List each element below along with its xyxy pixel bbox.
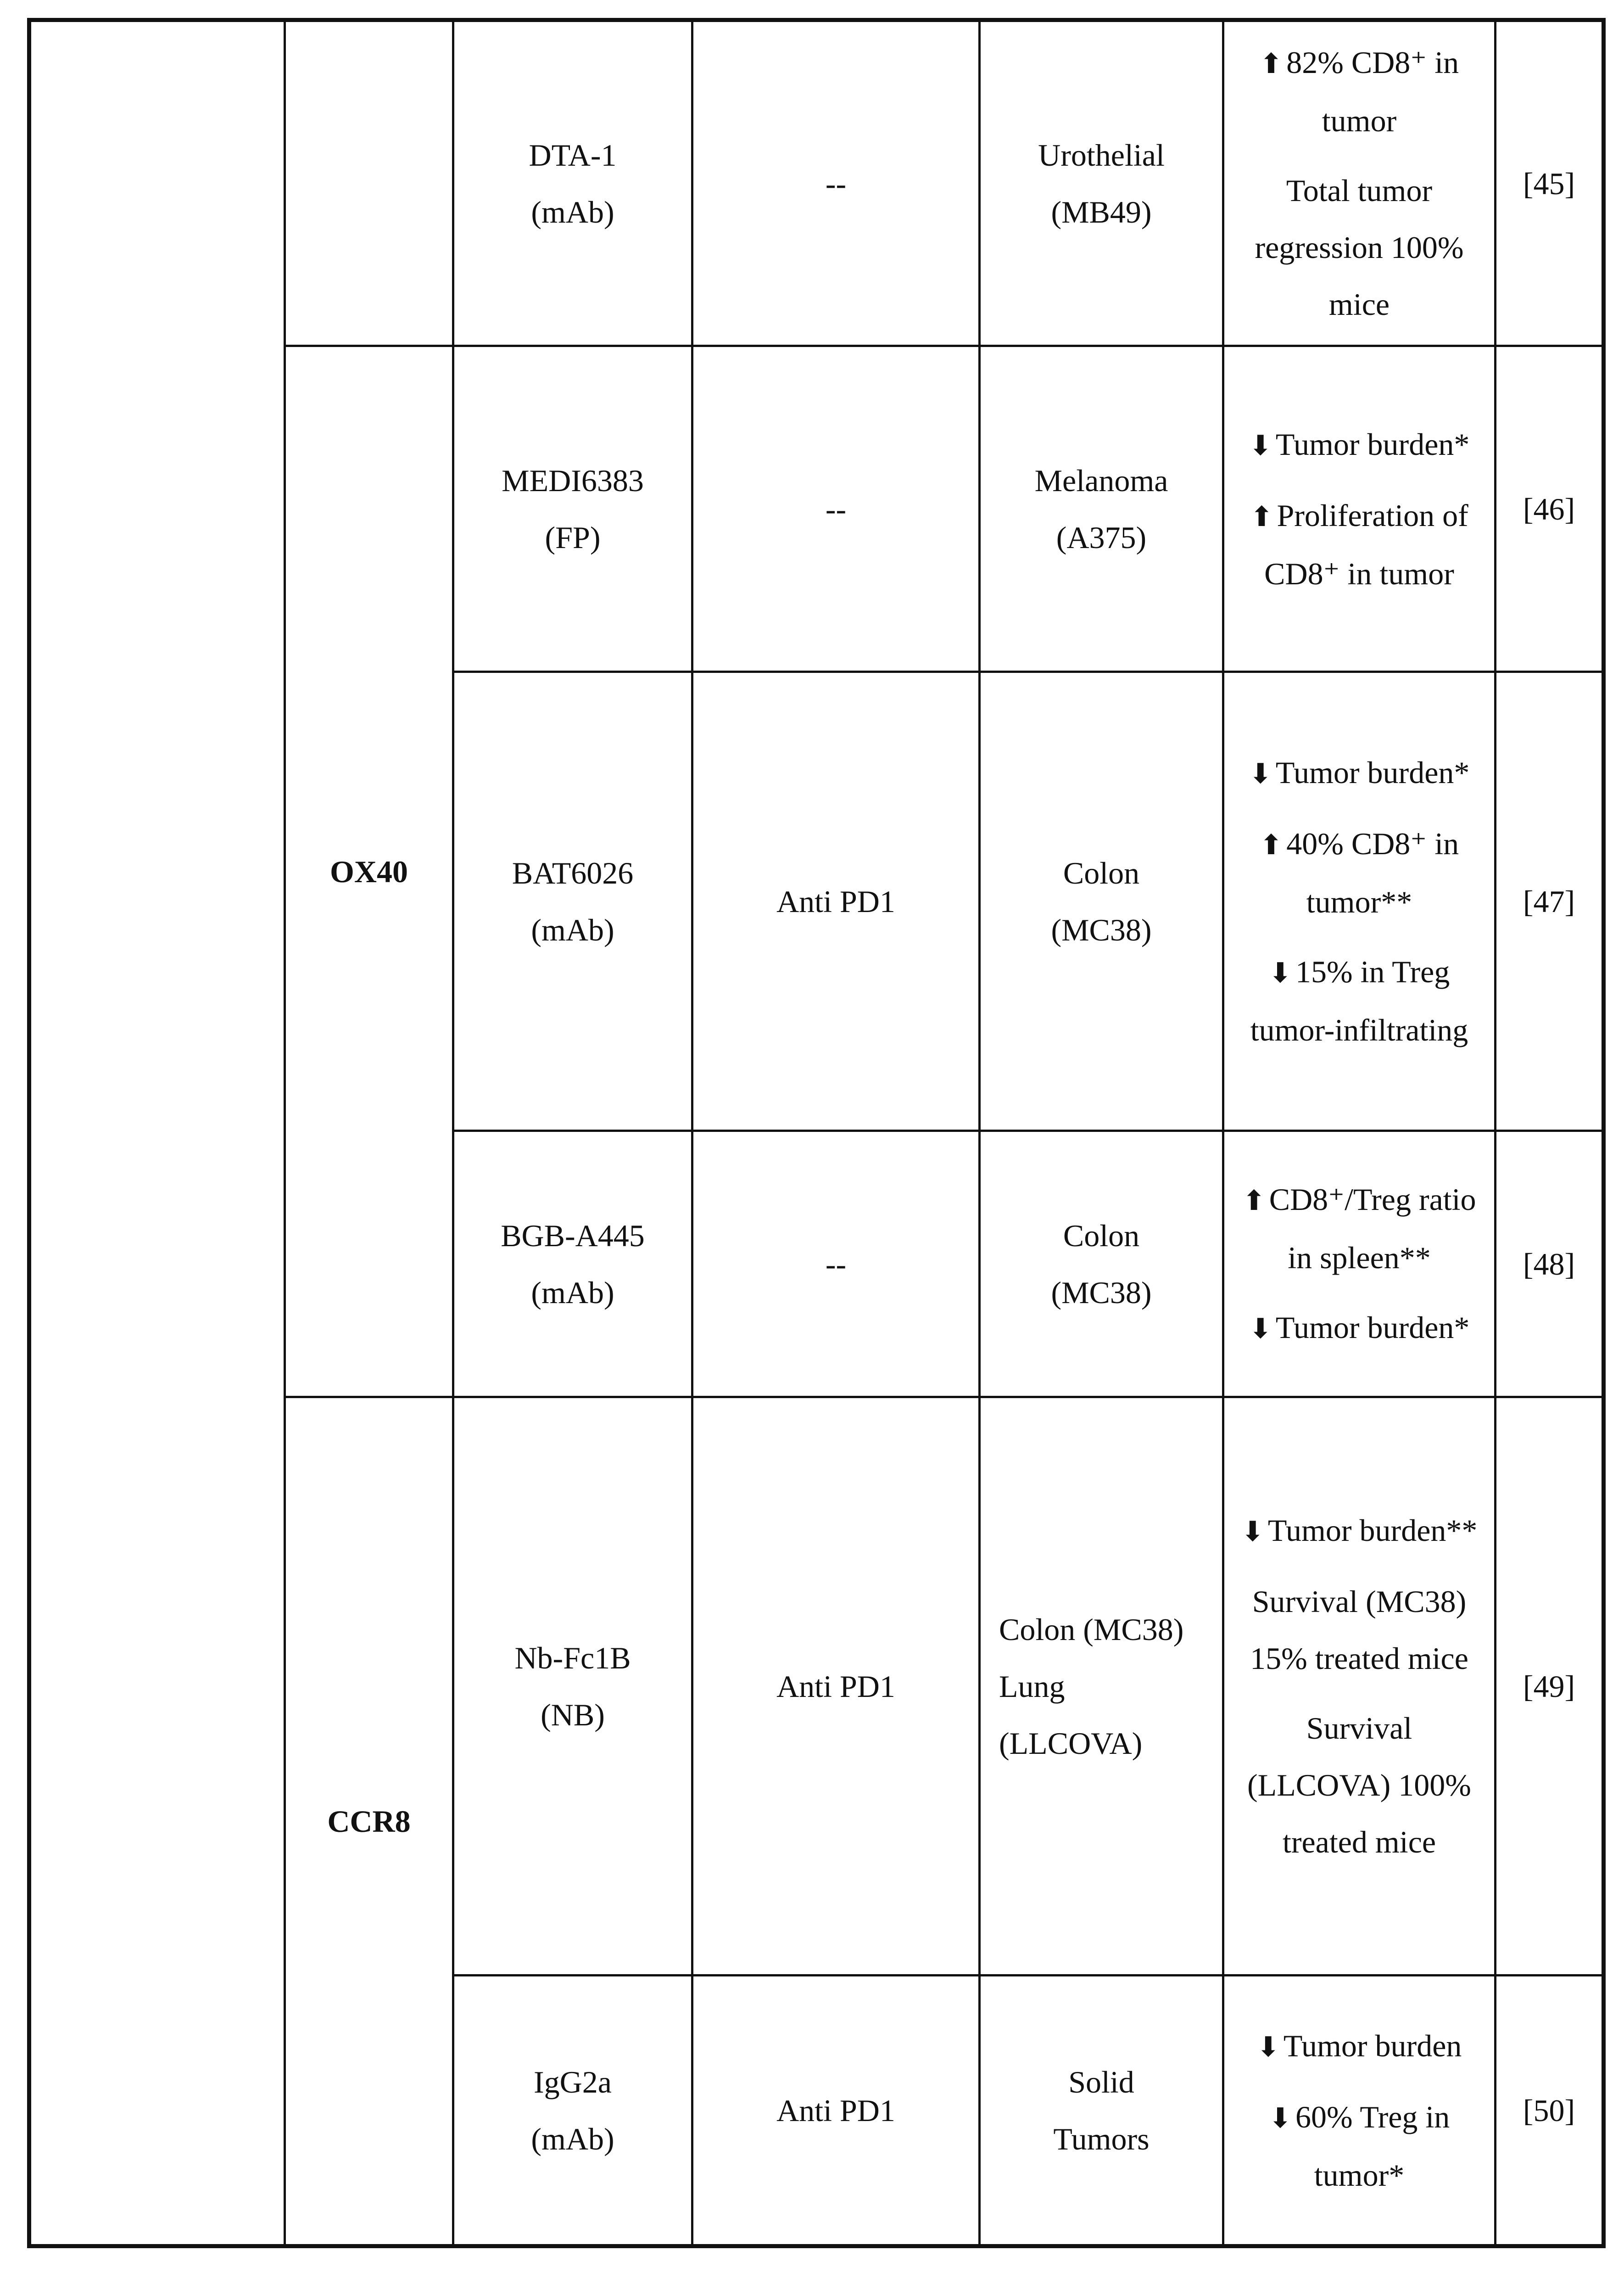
agent-line: (mAb) bbox=[531, 194, 614, 230]
model-line: (A375) bbox=[1056, 520, 1147, 555]
table-body bbox=[29, 20, 1604, 2246]
arrow-up-icon: ⬆ bbox=[1259, 829, 1283, 861]
agent-line: (NB) bbox=[541, 1697, 605, 1732]
agent-cell bbox=[453, 1131, 692, 1397]
effects-cell bbox=[1223, 346, 1496, 672]
model-line: (MB49) bbox=[1051, 194, 1152, 230]
category-cell bbox=[29, 20, 285, 2246]
effect-item bbox=[1233, 34, 1486, 149]
model-line: Lung bbox=[999, 1668, 1065, 1704]
effect-item bbox=[1233, 744, 1486, 802]
agent-line: Nb-Fc1B bbox=[514, 1640, 631, 1675]
effect-item bbox=[1233, 1502, 1486, 1560]
arrow-down-icon: ⬇ bbox=[1249, 1312, 1272, 1345]
effect-text: Tumor burden bbox=[1283, 2028, 1462, 2063]
effect-text: Tumor burden* bbox=[1275, 755, 1470, 790]
model-line: (LLCOVA) bbox=[999, 1725, 1143, 1761]
effect-item bbox=[1233, 1573, 1486, 1687]
effect-text: Survival (LLCOVA) 100% treated mice bbox=[1247, 1711, 1471, 1859]
arrow-down-icon: ⬇ bbox=[1241, 1516, 1264, 1548]
reference-cell: [47] bbox=[1496, 672, 1604, 1131]
effects-cell bbox=[1223, 1397, 1496, 1976]
model-line: Colon (MC38) bbox=[999, 1612, 1184, 1647]
effect-item bbox=[1233, 1299, 1486, 1357]
effects-cell bbox=[1223, 672, 1496, 1131]
effects-cell bbox=[1223, 1131, 1496, 1397]
agent-line: MEDI6383 bbox=[502, 463, 644, 498]
combination-cell: Anti PD1 bbox=[692, 672, 980, 1131]
model-cell bbox=[980, 1131, 1223, 1397]
data-table bbox=[27, 18, 1606, 2248]
model-cell bbox=[980, 1976, 1223, 2246]
target-cell bbox=[285, 20, 453, 346]
agent-line: DTA-1 bbox=[529, 137, 617, 173]
effect-text: Total tumor regression 100% mice bbox=[1255, 173, 1464, 322]
arrow-down-icon: ⬇ bbox=[1268, 2102, 1292, 2134]
arrow-down-icon: ⬇ bbox=[1268, 957, 1292, 989]
arrow-up-icon: ⬆ bbox=[1259, 48, 1283, 80]
model-cell bbox=[980, 672, 1223, 1131]
effects-cell bbox=[1223, 20, 1496, 346]
model-line: Colon bbox=[1063, 1218, 1140, 1253]
effect-text: Tumor burden* bbox=[1275, 1310, 1470, 1345]
effect-item bbox=[1233, 1171, 1486, 1286]
agent-cell bbox=[453, 672, 692, 1131]
effect-text: Survival (MC38) 15% treated mice bbox=[1250, 1584, 1468, 1676]
agent-cell bbox=[453, 346, 692, 672]
reference-cell: [49] bbox=[1496, 1397, 1604, 1976]
model-cell bbox=[980, 346, 1223, 672]
reference-cell: [46] bbox=[1496, 346, 1604, 672]
effect-item bbox=[1233, 943, 1486, 1058]
model-line: Tumors bbox=[1053, 2121, 1150, 2156]
effect-text: Proliferation of CD8⁺ in tumor bbox=[1264, 498, 1468, 591]
agent-line: (mAb) bbox=[531, 1275, 614, 1310]
agent-cell bbox=[453, 1976, 692, 2246]
effect-text: CD8⁺/Treg ratio in spleen** bbox=[1269, 1181, 1476, 1275]
agent-line: (mAb) bbox=[531, 912, 614, 947]
target-cell: CCR8 bbox=[285, 1397, 453, 2246]
effect-item bbox=[1233, 162, 1486, 333]
agent-line: (FP) bbox=[545, 520, 601, 555]
effect-item bbox=[1233, 815, 1486, 930]
arrow-up-icon: ⬆ bbox=[1242, 1184, 1266, 1217]
effects-cell bbox=[1223, 1976, 1496, 2246]
combination-cell: -- bbox=[692, 346, 980, 672]
reference-cell: [50] bbox=[1496, 1976, 1604, 2246]
combination-cell: Anti PD1 bbox=[692, 1976, 980, 2246]
combination-cell: -- bbox=[692, 20, 980, 346]
effect-text: 15% in Treg tumor-infiltrating bbox=[1250, 954, 1468, 1047]
model-line: Solid bbox=[1068, 2064, 1134, 2099]
effect-item bbox=[1233, 416, 1486, 474]
combination-cell: -- bbox=[692, 1131, 980, 1397]
combination-cell: Anti PD1 bbox=[692, 1397, 980, 1976]
effect-text: 60% Treg in tumor* bbox=[1295, 2099, 1450, 2193]
model-cell bbox=[980, 20, 1223, 346]
agent-line: (mAb) bbox=[531, 2121, 614, 2156]
effect-item bbox=[1233, 1700, 1486, 1870]
model-line: Urothelial bbox=[1038, 137, 1165, 173]
model-line: Colon bbox=[1063, 855, 1140, 890]
model-line: (MC38) bbox=[1051, 1275, 1152, 1310]
effect-item bbox=[1233, 487, 1486, 602]
effect-item bbox=[1233, 2017, 1486, 2076]
effect-text: 82% CD8⁺ in tumor bbox=[1286, 45, 1459, 138]
agent-cell bbox=[453, 1397, 692, 1976]
agent-cell bbox=[453, 20, 692, 346]
agent-line: IgG2a bbox=[534, 2064, 612, 2099]
arrow-down-icon: ⬇ bbox=[1256, 2031, 1280, 2063]
effect-text: Tumor burden* bbox=[1275, 426, 1470, 462]
agent-line: BAT6026 bbox=[512, 855, 634, 890]
agent-line: BGB-A445 bbox=[501, 1218, 645, 1253]
reference-cell: [45] bbox=[1496, 20, 1604, 346]
arrow-up-icon: ⬆ bbox=[1250, 500, 1273, 533]
model-line: (MC38) bbox=[1051, 912, 1152, 947]
arrow-down-icon: ⬇ bbox=[1249, 758, 1272, 790]
arrow-down-icon: ⬇ bbox=[1249, 429, 1272, 462]
effect-text: 40% CD8⁺ in tumor** bbox=[1286, 826, 1459, 919]
model-cell bbox=[980, 1397, 1223, 1976]
reference-cell: [48] bbox=[1496, 1131, 1604, 1397]
effect-item bbox=[1233, 2088, 1486, 2204]
target-cell: OX40 bbox=[285, 346, 453, 1397]
model-line: Melanoma bbox=[1034, 463, 1168, 498]
table-row bbox=[29, 20, 1604, 346]
effect-text: Tumor burden** bbox=[1267, 1513, 1478, 1548]
